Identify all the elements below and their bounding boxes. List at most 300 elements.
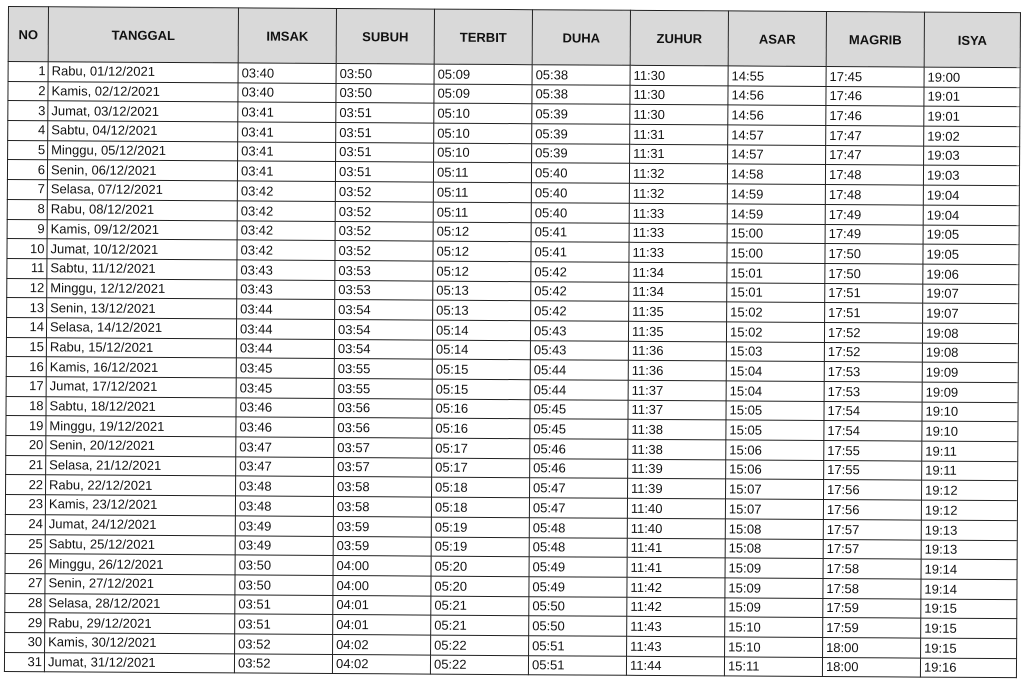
cell-terbit: 05:12 — [433, 222, 531, 242]
cell-terbit: 05:09 — [434, 64, 532, 84]
cell-tanggal: Jumat, 24/12/2021 — [45, 515, 235, 536]
cell-duha: 05:46 — [530, 439, 628, 459]
cell-no: 6 — [7, 160, 47, 180]
cell-duha: 05:42 — [531, 281, 629, 301]
cell-no: 31 — [4, 652, 44, 672]
cell-no: 24 — [5, 514, 45, 534]
cell-zuhur: 11:39 — [628, 459, 726, 479]
cell-no: 5 — [8, 140, 48, 160]
cell-terbit: 05:22 — [431, 635, 529, 655]
cell-zuhur: 11:33 — [629, 223, 727, 243]
cell-terbit: 05:19 — [431, 517, 529, 537]
cell-asar: 15:01 — [727, 282, 825, 302]
cell-no: 25 — [5, 534, 45, 554]
cell-asar: 15:10 — [725, 617, 823, 637]
cell-subuh: 03:59 — [333, 516, 431, 536]
cell-duha: 05:39 — [532, 104, 630, 124]
cell-duha: 05:38 — [532, 65, 630, 85]
cell-isya: 19:11 — [922, 441, 1018, 461]
cell-asar: 15:09 — [725, 597, 823, 617]
cell-isya: 19:11 — [922, 461, 1018, 481]
cell-subuh: 04:01 — [333, 615, 431, 635]
cell-isya: 19:02 — [924, 126, 1020, 146]
cell-asar: 15:04 — [726, 381, 824, 401]
cell-magrib: 17:57 — [823, 539, 921, 559]
cell-terbit: 05:11 — [433, 163, 531, 183]
cell-asar: 15:11 — [724, 657, 822, 677]
cell-magrib: 17:45 — [826, 66, 924, 86]
cell-isya: 19:08 — [922, 343, 1018, 363]
cell-no: 22 — [6, 475, 46, 495]
cell-magrib: 17:52 — [824, 322, 922, 342]
cell-no: 30 — [5, 632, 45, 652]
cell-tanggal: Kamis, 02/12/2021 — [48, 81, 238, 102]
cell-zuhur: 11:41 — [627, 538, 725, 558]
cell-zuhur: 11:32 — [629, 183, 727, 203]
cell-imsak: 03:45 — [236, 358, 334, 378]
cell-tanggal: Minggu, 26/12/2021 — [45, 554, 235, 575]
cell-duha: 05:49 — [529, 557, 627, 577]
cell-terbit: 05:22 — [430, 655, 528, 675]
cell-imsak: 03:48 — [235, 496, 333, 516]
cell-terbit: 05:15 — [432, 379, 530, 399]
cell-imsak: 03:44 — [237, 299, 335, 319]
cell-asar: 15:05 — [726, 401, 824, 421]
cell-no: 4 — [8, 121, 48, 141]
cell-imsak: 03:42 — [237, 201, 335, 221]
cell-zuhur: 11:44 — [626, 656, 724, 676]
cell-isya: 19:10 — [922, 402, 1018, 422]
cell-imsak: 03:42 — [237, 240, 335, 260]
cell-magrib: 17:47 — [826, 145, 924, 165]
cell-no: 2 — [8, 81, 48, 101]
cell-asar: 14:58 — [727, 164, 825, 184]
cell-tanggal: Minggu, 12/12/2021 — [47, 278, 237, 299]
cell-zuhur: 11:43 — [627, 617, 725, 637]
cell-zuhur: 11:40 — [627, 498, 725, 518]
cell-zuhur: 11:41 — [627, 557, 725, 577]
cell-zuhur: 11:31 — [630, 144, 728, 164]
cell-imsak: 03:43 — [237, 260, 335, 280]
cell-magrib: 17:56 — [823, 480, 921, 500]
cell-magrib: 17:49 — [825, 224, 923, 244]
cell-imsak: 03:42 — [237, 220, 335, 240]
cell-zuhur: 11:38 — [628, 439, 726, 459]
cell-duha: 05:45 — [530, 399, 628, 419]
cell-isya: 19:04 — [923, 185, 1019, 205]
cell-magrib: 17:51 — [825, 303, 923, 323]
cell-no: 26 — [5, 554, 45, 574]
header-magrib: MAGRIB — [826, 11, 924, 67]
cell-zuhur: 11:31 — [630, 124, 728, 144]
header-subuh: SUBUH — [336, 9, 434, 65]
cell-duha: 05:46 — [530, 458, 628, 478]
cell-subuh: 03:54 — [334, 319, 432, 339]
cell-asar: 14:56 — [728, 105, 826, 125]
header-terbit: TERBIT — [434, 9, 532, 65]
cell-terbit: 05:11 — [433, 182, 531, 202]
cell-terbit: 05:14 — [432, 320, 530, 340]
cell-magrib: 17:49 — [825, 204, 923, 224]
cell-zuhur: 11:33 — [629, 203, 727, 223]
cell-asar: 15:05 — [726, 420, 824, 440]
cell-subuh: 03:50 — [336, 83, 434, 103]
cell-duha: 05:39 — [532, 143, 630, 163]
cell-zuhur: 11:36 — [628, 341, 726, 361]
cell-imsak: 03:49 — [235, 535, 333, 555]
cell-no: 20 — [6, 436, 46, 456]
cell-no: 29 — [5, 613, 45, 633]
cell-terbit: 05:20 — [431, 556, 529, 576]
cell-duha: 05:42 — [531, 301, 629, 321]
cell-duha: 05:40 — [531, 183, 629, 203]
header-asar: ASAR — [728, 11, 826, 67]
cell-zuhur: 11:43 — [627, 636, 725, 656]
cell-zuhur: 11:30 — [630, 65, 728, 85]
cell-tanggal: Jumat, 17/12/2021 — [46, 377, 236, 398]
cell-subuh: 03:52 — [335, 201, 433, 221]
cell-magrib: 17:55 — [824, 441, 922, 461]
cell-tanggal: Sabtu, 18/12/2021 — [46, 396, 236, 417]
cell-imsak: 03:45 — [236, 378, 334, 398]
cell-terbit: 05:14 — [432, 340, 530, 360]
cell-terbit: 05:21 — [431, 596, 529, 616]
cell-imsak: 03:40 — [238, 83, 336, 103]
cell-magrib: 17:52 — [824, 342, 922, 362]
cell-tanggal: Selasa, 28/12/2021 — [45, 593, 235, 614]
cell-terbit: 05:18 — [431, 497, 529, 517]
cell-subuh: 04:00 — [333, 556, 431, 576]
cell-tanggal: Sabtu, 11/12/2021 — [47, 259, 237, 280]
table-body — [4, 62, 1020, 678]
cell-magrib: 17:55 — [824, 460, 922, 480]
cell-asar: 14:56 — [728, 86, 826, 106]
cell-magrib: 17:57 — [823, 519, 921, 539]
cell-terbit: 05:12 — [433, 241, 531, 261]
cell-asar: 15:07 — [726, 479, 824, 499]
cell-asar: 15:01 — [727, 263, 825, 283]
cell-tanggal: Selasa, 21/12/2021 — [46, 455, 236, 476]
cell-asar: 15:09 — [725, 558, 823, 578]
cell-terbit: 05:21 — [431, 615, 529, 635]
cell-terbit: 05:11 — [433, 202, 531, 222]
cell-no: 14 — [6, 317, 46, 337]
cell-asar: 14:59 — [727, 204, 825, 224]
cell-subuh: 04:01 — [333, 595, 431, 615]
cell-no: 28 — [5, 593, 45, 613]
cell-tanggal: Selasa, 07/12/2021 — [47, 180, 237, 201]
cell-no: 23 — [5, 495, 45, 515]
cell-isya: 19:16 — [920, 658, 1016, 678]
header-isya: ISYA — [924, 12, 1020, 68]
cell-tanggal: Rabu, 08/12/2021 — [47, 200, 237, 221]
cell-asar: 15:07 — [725, 499, 823, 519]
cell-imsak: 03:41 — [238, 142, 336, 162]
cell-isya: 19:07 — [923, 303, 1019, 323]
header-zuhur: ZUHUR — [630, 10, 728, 66]
cell-imsak: 03:46 — [236, 398, 334, 418]
cell-duha: 05:38 — [532, 84, 630, 104]
cell-duha: 05:42 — [531, 262, 629, 282]
cell-magrib: 17:58 — [823, 559, 921, 579]
cell-tanggal: Senin, 20/12/2021 — [46, 436, 236, 457]
cell-duha: 05:44 — [530, 380, 628, 400]
cell-asar: 15:02 — [727, 302, 825, 322]
cell-duha: 05:43 — [530, 340, 628, 360]
cell-terbit: 05:13 — [433, 300, 531, 320]
cell-subuh: 03:51 — [336, 123, 434, 143]
cell-subuh: 03:55 — [334, 378, 432, 398]
cell-isya: 19:15 — [921, 638, 1017, 658]
cell-terbit: 05:19 — [431, 537, 529, 557]
cell-subuh: 03:59 — [333, 536, 431, 556]
cell-subuh: 03:53 — [335, 260, 433, 280]
cell-isya: 19:09 — [922, 382, 1018, 402]
cell-zuhur: 11:30 — [630, 85, 728, 105]
cell-magrib: 17:51 — [825, 283, 923, 303]
cell-subuh: 04:02 — [333, 634, 431, 654]
header-row — [8, 7, 1020, 68]
cell-magrib: 18:00 — [822, 657, 920, 677]
cell-zuhur: 11:34 — [629, 282, 727, 302]
cell-isya: 19:03 — [923, 166, 1019, 186]
cell-tanggal: Sabtu, 25/12/2021 — [45, 534, 235, 555]
cell-tanggal: Sabtu, 04/12/2021 — [48, 121, 238, 142]
cell-asar: 15:03 — [726, 342, 824, 362]
cell-isya: 19:14 — [921, 559, 1017, 579]
cell-magrib: 17:56 — [823, 500, 921, 520]
cell-isya: 19:01 — [924, 106, 1020, 126]
cell-no: 19 — [6, 416, 46, 436]
cell-imsak: 03:43 — [237, 279, 335, 299]
cell-no: 9 — [7, 219, 47, 239]
cell-imsak: 03:47 — [236, 437, 334, 457]
cell-asar: 15:00 — [727, 223, 825, 243]
cell-asar: 15:09 — [725, 578, 823, 598]
cell-no: 18 — [6, 396, 46, 416]
cell-isya: 19:13 — [921, 520, 1017, 540]
cell-subuh: 03:56 — [334, 418, 432, 438]
header-imsak: IMSAK — [238, 8, 336, 64]
cell-imsak: 03:46 — [236, 417, 334, 437]
cell-imsak: 03:40 — [238, 63, 336, 83]
cell-duha: 05:40 — [531, 163, 629, 183]
cell-duha: 05:41 — [531, 222, 629, 242]
cell-tanggal: Jumat, 03/12/2021 — [48, 101, 238, 122]
cell-terbit: 05:16 — [432, 418, 530, 438]
cell-terbit: 05:17 — [432, 458, 530, 478]
cell-magrib: 17:50 — [825, 263, 923, 283]
cell-duha: 05:39 — [532, 124, 630, 144]
cell-no: 17 — [6, 376, 46, 396]
cell-duha: 05:41 — [531, 242, 629, 262]
cell-no: 7 — [7, 180, 47, 200]
cell-no: 12 — [7, 278, 47, 298]
prayer-schedule-table — [4, 6, 1021, 678]
cell-terbit: 05:10 — [434, 123, 532, 143]
cell-magrib: 17:46 — [826, 106, 924, 126]
cell-isya: 19:00 — [924, 67, 1020, 87]
cell-no: 16 — [6, 357, 46, 377]
cell-subuh: 03:52 — [335, 182, 433, 202]
cell-subuh: 03:50 — [336, 64, 434, 84]
cell-isya: 19:15 — [921, 618, 1017, 638]
cell-zuhur: 11:39 — [628, 479, 726, 499]
cell-subuh: 03:51 — [336, 142, 434, 162]
cell-terbit: 05:17 — [432, 438, 530, 458]
cell-terbit: 05:16 — [432, 399, 530, 419]
cell-duha: 05:40 — [531, 203, 629, 223]
cell-no: 3 — [8, 101, 48, 121]
cell-subuh: 03:52 — [335, 221, 433, 241]
cell-isya: 19:12 — [921, 481, 1017, 501]
cell-duha: 05:45 — [530, 419, 628, 439]
cell-magrib: 17:59 — [823, 598, 921, 618]
cell-duha: 05:47 — [529, 498, 627, 518]
cell-imsak: 03:51 — [235, 614, 333, 634]
cell-asar: 15:08 — [725, 538, 823, 558]
cell-subuh: 04:02 — [332, 654, 430, 674]
cell-zuhur: 11:38 — [628, 420, 726, 440]
cell-terbit: 05:13 — [433, 281, 531, 301]
cell-duha: 05:48 — [529, 537, 627, 557]
cell-magrib: 17:46 — [826, 86, 924, 106]
cell-tanggal: Rabu, 29/12/2021 — [45, 613, 235, 634]
cell-no: 15 — [6, 337, 46, 357]
cell-subuh: 03:55 — [334, 359, 432, 379]
cell-tanggal: Senin, 27/12/2021 — [45, 574, 235, 595]
cell-magrib: 17:50 — [825, 244, 923, 264]
header-no: NO — [8, 7, 48, 62]
cell-terbit: 05:15 — [432, 359, 530, 379]
cell-terbit: 05:09 — [434, 84, 532, 104]
cell-asar: 15:02 — [726, 322, 824, 342]
cell-zuhur: 11:34 — [629, 262, 727, 282]
cell-tanggal: Minggu, 05/12/2021 — [48, 140, 238, 161]
cell-duha: 05:49 — [529, 577, 627, 597]
cell-tanggal: Kamis, 16/12/2021 — [46, 357, 236, 378]
cell-duha: 05:51 — [529, 636, 627, 656]
cell-terbit: 05:18 — [432, 478, 530, 498]
cell-no: 27 — [5, 573, 45, 593]
cell-terbit: 05:20 — [431, 576, 529, 596]
cell-isya: 19:06 — [923, 264, 1019, 284]
cell-subuh: 03:51 — [335, 162, 433, 182]
cell-asar: 15:06 — [726, 460, 824, 480]
cell-duha: 05:48 — [529, 518, 627, 538]
cell-imsak: 03:52 — [235, 634, 333, 654]
cell-isya: 19:09 — [922, 362, 1018, 382]
cell-duha: 05:50 — [529, 596, 627, 616]
cell-tanggal: Jumat, 31/12/2021 — [44, 652, 234, 673]
cell-magrib: 17:54 — [824, 421, 922, 441]
cell-no: 10 — [7, 239, 47, 259]
cell-asar: 14:57 — [728, 145, 826, 165]
cell-isya: 19:04 — [923, 205, 1019, 225]
cell-asar: 15:08 — [725, 519, 823, 539]
cell-tanggal: Senin, 06/12/2021 — [47, 160, 237, 181]
cell-no: 8 — [7, 199, 47, 219]
cell-isya: 19:07 — [923, 284, 1019, 304]
cell-tanggal: Kamis, 30/12/2021 — [45, 633, 235, 654]
cell-asar: 14:59 — [727, 184, 825, 204]
cell-magrib: 17:48 — [825, 185, 923, 205]
cell-no: 1 — [8, 62, 48, 82]
cell-subuh: 03:58 — [333, 497, 431, 517]
cell-isya: 19:15 — [921, 599, 1017, 619]
header-tanggal: TANGGAL — [48, 7, 238, 63]
cell-tanggal: Jumat, 10/12/2021 — [47, 239, 237, 260]
cell-zuhur: 11:42 — [627, 597, 725, 617]
cell-terbit: 05:10 — [434, 143, 532, 163]
cell-zuhur: 11:30 — [630, 105, 728, 125]
cell-asar: 14:55 — [728, 66, 826, 86]
cell-tanggal: Minggu, 19/12/2021 — [46, 416, 236, 437]
cell-imsak: 03:47 — [236, 457, 334, 477]
cell-imsak: 03:41 — [238, 102, 336, 122]
cell-zuhur: 11:33 — [629, 242, 727, 262]
cell-imsak: 03:44 — [236, 339, 334, 359]
cell-isya: 19:03 — [924, 146, 1020, 166]
cell-isya: 19:08 — [922, 323, 1018, 343]
cell-asar: 15:04 — [726, 361, 824, 381]
cell-zuhur: 11:37 — [628, 380, 726, 400]
cell-imsak: 03:41 — [238, 122, 336, 142]
cell-subuh: 03:57 — [334, 438, 432, 458]
cell-duha: 05:51 — [528, 655, 626, 675]
cell-imsak: 03:42 — [237, 181, 335, 201]
cell-magrib: 17:59 — [823, 618, 921, 638]
cell-zuhur: 11:35 — [629, 302, 727, 322]
cell-imsak: 03:52 — [234, 654, 332, 674]
cell-duha: 05:47 — [530, 478, 628, 498]
prayer-schedule-sheet — [4, 6, 1020, 692]
cell-subuh: 03:56 — [334, 398, 432, 418]
cell-subuh: 04:00 — [333, 575, 431, 595]
cell-subuh: 03:54 — [335, 300, 433, 320]
cell-tanggal: Kamis, 09/12/2021 — [47, 219, 237, 240]
cell-no: 11 — [7, 258, 47, 278]
cell-magrib: 17:53 — [824, 381, 922, 401]
cell-magrib: 17:54 — [824, 401, 922, 421]
cell-zuhur: 11:35 — [628, 321, 726, 341]
cell-zuhur: 11:37 — [628, 400, 726, 420]
cell-isya: 19:05 — [923, 225, 1019, 245]
cell-isya: 19:14 — [921, 579, 1017, 599]
cell-duha: 05:44 — [530, 360, 628, 380]
cell-magrib: 18:00 — [823, 637, 921, 657]
cell-isya: 19:13 — [921, 540, 1017, 560]
cell-asar: 15:00 — [727, 243, 825, 263]
cell-imsak: 03:41 — [237, 161, 335, 181]
cell-tanggal: Selasa, 14/12/2021 — [46, 318, 236, 339]
cell-tanggal: Kamis, 23/12/2021 — [45, 495, 235, 516]
cell-subuh: 03:52 — [335, 241, 433, 261]
cell-tanggal: Senin, 13/12/2021 — [47, 298, 237, 319]
cell-isya: 19:01 — [924, 87, 1020, 107]
cell-imsak: 03:50 — [235, 555, 333, 575]
cell-isya: 19:12 — [921, 500, 1017, 520]
cell-terbit: 05:10 — [434, 103, 532, 123]
cell-asar: 14:57 — [728, 125, 826, 145]
cell-imsak: 03:48 — [236, 476, 334, 496]
cell-zuhur: 11:32 — [629, 164, 727, 184]
cell-duha: 05:50 — [529, 616, 627, 636]
cell-subuh: 03:51 — [336, 103, 434, 123]
cell-duha: 05:43 — [530, 321, 628, 341]
cell-no: 13 — [7, 298, 47, 318]
cell-subuh: 03:58 — [334, 477, 432, 497]
